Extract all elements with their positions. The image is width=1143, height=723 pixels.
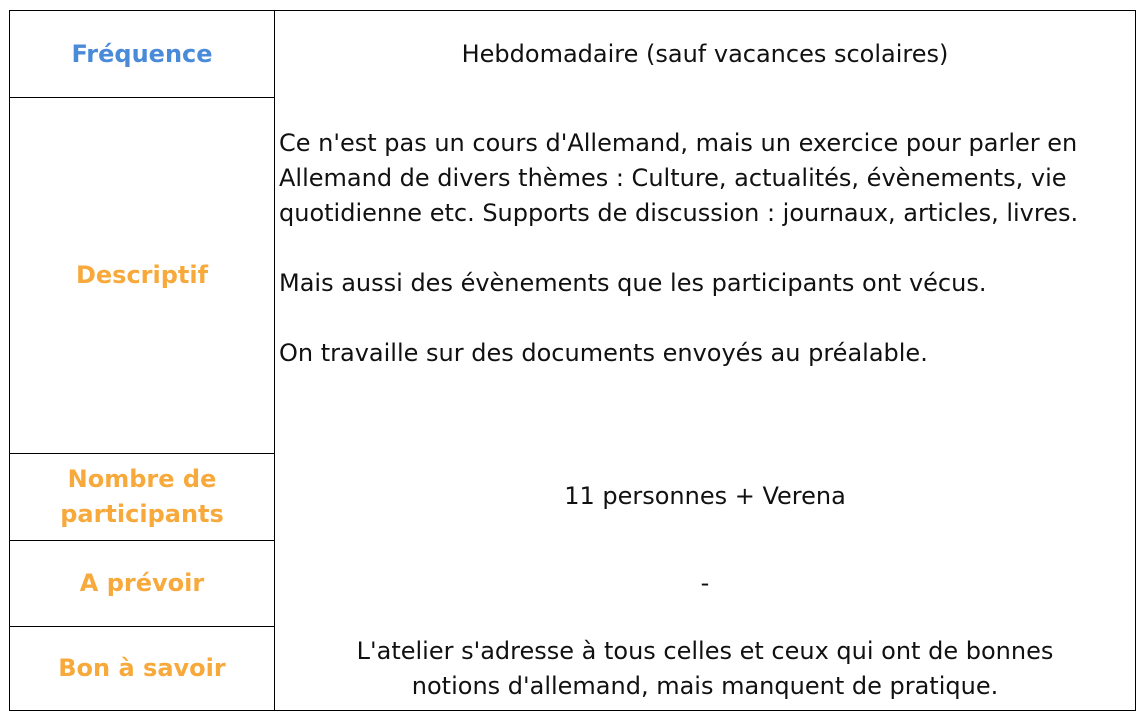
savoir-value	[275, 626, 1135, 711]
frequence-label-text: Fréquence	[71, 39, 213, 68]
prevoir-value	[275, 540, 1135, 626]
frequence-label	[10, 11, 274, 97]
descriptif-paragraph: Mais aussi des évènements que les participants ont vécus.	[279, 269, 987, 297]
savoir-value-line: notions d'allemand, mais manquent de pratique.	[411, 671, 999, 700]
frequence-value	[275, 11, 1135, 97]
participants-label-line: participants	[60, 499, 224, 528]
participants-label	[10, 453, 274, 540]
descriptif-value	[279, 126, 1119, 371]
savoir-label-text: Bon à savoir	[58, 654, 226, 682]
savoir-label	[10, 626, 274, 711]
descriptif-label	[10, 97, 274, 453]
descriptif-label-text: Descriptif	[75, 260, 209, 289]
prevoir-label	[10, 540, 274, 626]
descriptif-paragraph: On travaille sur des documents envoyés au préalable.	[279, 339, 928, 367]
descriptif-paragraph: Ce n'est pas un cours d'Allemand, mais un exercice pour parler en Allemand de divers thèmes : Culture, actualités, évènements, vie quotidienne etc. Supports de discussion : journaux, articles, livres.	[279, 129, 1079, 227]
participants-label-line: Nombre de	[67, 464, 217, 493]
prevoir-value-text: -	[700, 568, 710, 597]
savoir-value-line: L'atelier s'adresse à tous celles et ceux qui ont de bonnes	[356, 636, 1054, 665]
participants-value	[275, 453, 1135, 540]
frequence-value-text: Hebdomadaire (sauf vacances scolaires)	[461, 39, 949, 68]
prevoir-label-text: A prévoir	[79, 568, 205, 597]
participants-value-text: 11 personnes + Verena	[564, 482, 846, 510]
